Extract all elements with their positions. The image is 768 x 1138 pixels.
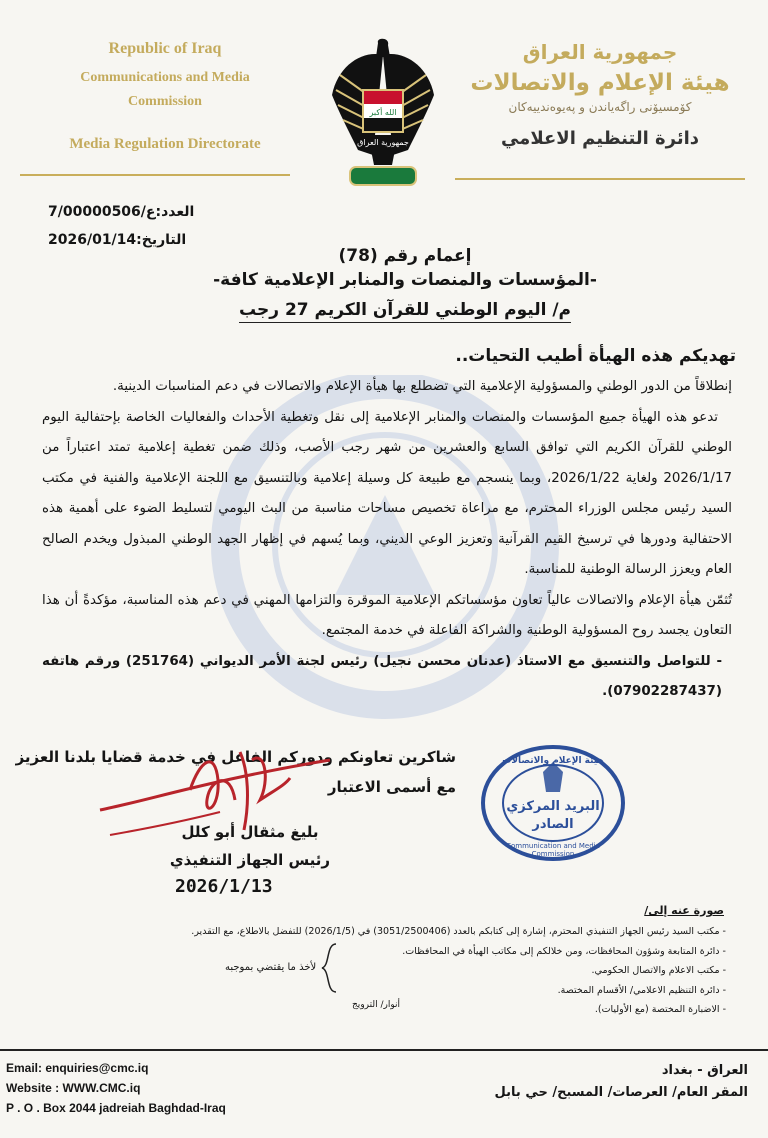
letterhead-republic-en: Republic of Iraq — [108, 40, 222, 57]
footer-email: Email: enquiries@cmc.iq — [6, 1061, 149, 1075]
footer-address: المقر العام/ العرصات/ المسبح/ حي بابل — [494, 1085, 748, 1100]
closing-thanks: شاكرين تعاونكم ودوركم الفاعل في خدمة قضايا بلدنا العزيز — [15, 748, 456, 766]
addressee: -المؤسسات والمنصات والمنابر الإعلامية كافة- — [213, 270, 597, 290]
copy-item-4: - دائرة التنظيم الاعلامي/ الأقسام المختصة. — [557, 984, 726, 996]
signatory-block — [150, 818, 350, 874]
letterhead-republic-ar: جمهورية العراق — [522, 40, 678, 64]
footer-website: Website : WWW.CMC.iq — [6, 1081, 141, 1095]
emblem-caption: جمهورية العراق — [357, 138, 409, 147]
subject-line: م/ اليوم الوطني للقرآن الكريم 27 رجب — [239, 300, 571, 323]
reference-number: 7/ع/00000506 — [48, 204, 156, 220]
signature-date: 2026/1/13 — [175, 876, 273, 897]
letterhead-commission-en-2: Commission — [128, 94, 202, 109]
footer-address-ar — [495, 1060, 748, 1104]
copy-item-5: - الاضبارة المختصة (مع الأوليات). — [594, 1004, 726, 1015]
body-paragraph-3: تُثمّن هيأة الإعلام والاتصالات عالياً تعاون مؤسساتكم الإعلامية الموقرة والتزامها المهني في دعم هذه المناسبة، مؤكدةً أن هذا التعاون يجسد روح المسؤولية الوطنية والشراكة الفاعلة في خدمة المجتمع. — [42, 592, 732, 638]
letterhead-commission-en-1: Communications and Media — [80, 70, 250, 85]
stamp-center-line2: الصادر — [532, 817, 574, 832]
reference-block — [48, 204, 194, 260]
signatory-title: رئيس الجهاز التنفيذي — [169, 851, 331, 869]
letterhead-english — [20, 40, 310, 153]
body-paragraph-1: إنطلاقاً من الدور الوطني والمسؤولية الإعلامية التي تضطلع بها هيأة الإعلام والاتصالات في دعم المناسبات الدينية. — [112, 379, 732, 394]
body-paragraph-4: - للتواصل والتنسيق مع الاستاذ (عدنان محسن نجيل) رئيس لجنة الأمر الديواني (251764) ورقم هاتفه (07902287437). — [42, 653, 722, 699]
stamp-bottom-text: Communication and Media Commission — [506, 842, 600, 858]
circular-number: إعمام رقم (78) — [338, 246, 472, 266]
copy-item-1: - مكتب السيد رئيس الجهاز التنفيذي المحترم، إشارة إلى كتابكم بالعدد (3051/2500406) في (2026/1/5) للتفضل بالاطلاع، مع التقدير. — [191, 926, 726, 937]
letterhead-commission-ar: هيئة الإعلام والاتصالات — [470, 70, 730, 96]
reference-date: 2026/01/14 — [48, 232, 137, 248]
stamp-center-line1: البريد المركزي — [506, 799, 600, 814]
iraq-eagle-emblem-icon — [328, 35, 438, 195]
copy-item-3: - مكتب الاعلام والاتصال الحكومي. — [591, 965, 726, 976]
footer-pobox: P . O . Box 2044 jadreiah Baghdad-Iraq — [6, 1101, 226, 1115]
letterhead-directorate-ar: دائرة التنظيم الاعلامي — [500, 128, 700, 149]
letterhead-divider-left — [20, 174, 290, 176]
reference-date-label: التاريخ: — [136, 232, 187, 248]
copies-author: أنوار/ الترويج — [352, 1000, 400, 1010]
copies-heading: صورة عنه إلى/ — [644, 904, 724, 917]
stamp-center — [500, 798, 606, 834]
svg-text:الله أكبر: الله أكبر — [369, 108, 397, 117]
document-title-block — [200, 246, 610, 323]
body-paragraph-2: تدعو هذه الهيأة جميع المؤسسات والمنصات والمنابر الإعلامية إلى نقل وتغطية الأحداث والفعاليات الخاصة بإحتفالية اليوم الوطني للقرآن الكريم التي توافق السابع والعشرين من شهر رجب الأصب، وذلك ضمن تغطية إعلامية تمتد اعتباراً من 2026/1/17 ولغاية 2026/1/22، وبما ينسجم مع طبيعة كل وسيلة إعلامية وبالتنسيق مع اللجنة الإعلامية والفنية في مكتب السيد رئيس مجلس الوزراء المحترم، مع مراعاة تخصيص مساحات مناسبة من البث اليومي لتسليط الضوء على أهمية هذه الاحتفالية ودورها في ترسيخ القيم القرآنية وتعزيز الوعي الديني، وبما يُسهم في إظهار الجهد الوطني المبذول ويخدم الصالح العام ويعزز الرسالة الوطنية للمناسبة. — [42, 409, 732, 577]
letterhead-kurdish: کۆمسیۆنی راگەیاندن و پەیوەندییەکان — [508, 100, 692, 114]
letterhead-arabic — [455, 40, 745, 149]
copy-item-2: - دائرة المتابعة وشؤون المحافظات، ومن خلالكم إلى مكاتب الهيأة في المحافظات. — [402, 945, 726, 957]
copies-action: لأخذ ما يقتضي بموجبه — [225, 962, 317, 973]
closing-regards: مع أسمى الاعتبار — [327, 778, 456, 796]
footer-contact-en — [6, 1058, 226, 1118]
signatory-name: بليغ مثقال أبو كلل — [181, 823, 319, 841]
letterhead-directorate-en: Media Regulation Directorate — [69, 136, 261, 152]
reference-number-label: العدد: — [155, 204, 195, 220]
letter-body — [42, 372, 732, 708]
brace-icon — [318, 942, 342, 994]
greeting: تهديكم هذه الهيأة أطيب التحيات.. — [455, 346, 736, 366]
footer-divider — [0, 1049, 768, 1051]
footer-city: العراق - بغداد — [661, 1063, 748, 1078]
letterhead-divider-right — [455, 178, 745, 180]
stamp-top-text: هيئة الإعلام والاتصالات — [502, 756, 604, 766]
